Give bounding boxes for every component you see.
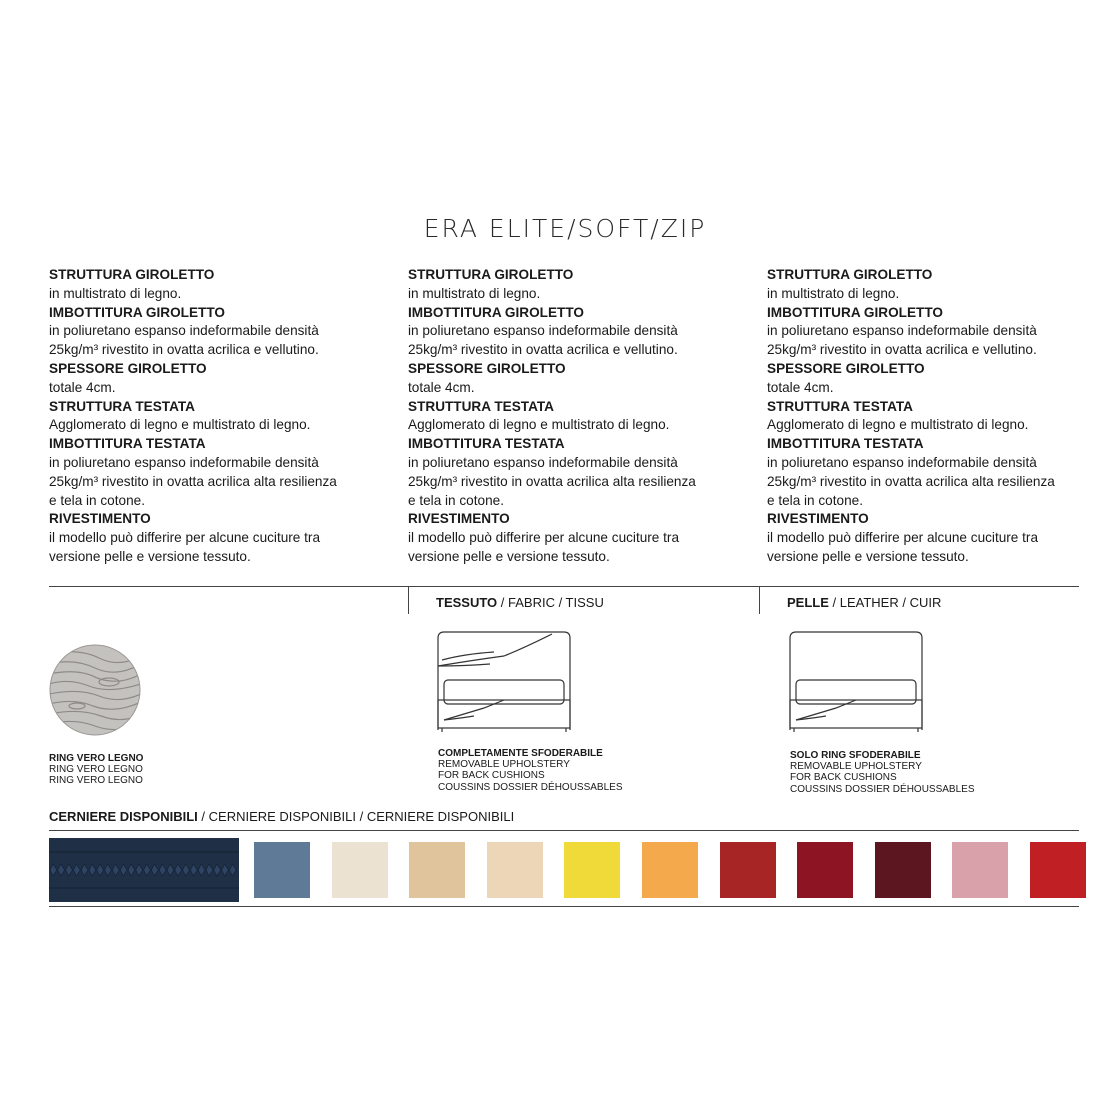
heading: RIVESTIMENTO xyxy=(408,511,510,527)
tessuto-label xyxy=(436,595,604,610)
heading: RIVESTIMENTO xyxy=(767,511,869,527)
ring-note xyxy=(49,753,143,787)
wood-ring-image xyxy=(49,644,141,736)
heading: STRUTTURA TESTATA xyxy=(49,398,195,414)
color-swatch xyxy=(720,842,776,898)
spec-column-1 xyxy=(49,266,389,567)
text: in multistrato di legno. xyxy=(767,285,900,301)
heading: IMBOTTITURA TESTATA xyxy=(408,436,565,452)
heading: SPESSORE GIROLETTO xyxy=(408,360,566,376)
heading: IMBOTTITURA GIROLETTO xyxy=(767,304,943,320)
text: Agglomerato di legno e multistrato di legno. xyxy=(408,417,670,433)
leather-note-l3: FOR BACK CUSHIONS xyxy=(790,772,897,784)
color-swatch xyxy=(875,842,931,898)
pelle-label xyxy=(787,595,941,610)
cerniere-label xyxy=(49,809,514,824)
heading: IMBOTTITURA GIROLETTO xyxy=(408,304,584,320)
text: totale 4cm. xyxy=(49,379,116,395)
zipper-swatch xyxy=(49,838,239,902)
text: totale 4cm. xyxy=(767,379,834,395)
divider-tessuto xyxy=(408,586,409,614)
heading: IMBOTTITURA TESTATA xyxy=(49,436,206,452)
divider-pelle xyxy=(759,586,760,614)
divider-cerniere-bottom xyxy=(49,906,1079,907)
text: 25kg/m³ rivestito in ovatta acrilica alta resilienza xyxy=(408,473,696,489)
pelle-rest: / LEATHER / CUIR xyxy=(828,595,942,610)
text: in multistrato di legno. xyxy=(408,285,541,301)
spec-column-2 xyxy=(408,266,748,567)
text: in poliuretano espanso indeformabile densità xyxy=(49,323,319,339)
fabric-note-l1: COMPLETAMENTE SFODERABILE xyxy=(438,748,603,759)
ring-l2: RING VERO LEGNO xyxy=(49,764,143,776)
text: in poliuretano espanso indeformabile densità xyxy=(408,323,678,339)
heading: IMBOTTITURA TESTATA xyxy=(767,436,924,452)
heading: STRUTTURA GIROLETTO xyxy=(767,267,933,282)
heading: STRUTTURA GIROLETTO xyxy=(408,267,574,282)
text: versione pelle e versione tessuto. xyxy=(767,548,969,564)
leather-note-l2: REMOVABLE UPHOLSTERY xyxy=(790,761,922,773)
heading: RIVESTIMENTO xyxy=(49,511,151,527)
fabric-note-l3: FOR BACK CUSHIONS xyxy=(438,770,545,782)
text: il modello può differire per alcune cuciture tra xyxy=(408,530,680,546)
text: 25kg/m³ rivestito in ovatta acrilica e vellutino. xyxy=(767,342,1037,358)
text: 25kg/m³ rivestito in ovatta acrilica alta resilienza xyxy=(49,473,337,489)
text: versione pelle e versione tessuto. xyxy=(408,548,610,564)
leather-note-l4: COUSSINS DOSSIER DÉHOUSSABLES xyxy=(790,783,975,795)
fabric-note-l4: COUSSINS DOSSIER DÉHOUSSABLES xyxy=(438,781,623,793)
heading: IMBOTTITURA GIROLETTO xyxy=(49,304,225,320)
color-swatch xyxy=(332,842,388,898)
pelle-bold: PELLE xyxy=(787,595,829,610)
text: Agglomerato di legno e multistrato di legno. xyxy=(767,417,1029,433)
leather-note xyxy=(790,750,975,795)
leather-bed-icon xyxy=(786,630,926,734)
text: il modello può differire per alcune cuciture tra xyxy=(49,530,321,546)
fabric-note xyxy=(438,748,623,793)
ring-l3: RING VERO LEGNO xyxy=(49,775,143,787)
text: e tela in cotone. xyxy=(49,492,145,508)
heading: STRUTTURA GIROLETTO xyxy=(49,267,215,282)
color-swatch xyxy=(1030,842,1086,898)
color-swatch xyxy=(254,842,310,898)
color-swatch xyxy=(797,842,853,898)
text: versione pelle e versione tessuto. xyxy=(49,548,251,564)
text: Agglomerato di legno e multistrato di legno. xyxy=(49,417,311,433)
text: totale 4cm. xyxy=(408,379,475,395)
cerniere-rest: / CERNIERE DISPONIBILI / CERNIERE DISPONIBILI xyxy=(197,809,515,824)
color-swatch xyxy=(952,842,1008,898)
text: in poliuretano espanso indeformabile densità xyxy=(767,454,1037,470)
text: in poliuretano espanso indeformabile densità xyxy=(767,323,1037,339)
text: e tela in cotone. xyxy=(408,492,504,508)
spec-column-3 xyxy=(767,266,1107,567)
tessuto-rest: / FABRIC / TISSU xyxy=(497,595,604,610)
color-swatch xyxy=(487,842,543,898)
text: in multistrato di legno. xyxy=(49,285,182,301)
divider-top xyxy=(49,586,1079,587)
color-swatch xyxy=(564,842,620,898)
text: 25kg/m³ rivestito in ovatta acrilica e vellutino. xyxy=(49,342,319,358)
text: e tela in cotone. xyxy=(767,492,863,508)
cerniere-bold: CERNIERE DISPONIBILI xyxy=(49,809,198,824)
fabric-note-l2: REMOVABLE UPHOLSTERY xyxy=(438,759,570,771)
leather-note-l1: SOLO RING SFODERABILE xyxy=(790,750,921,761)
text: 25kg/m³ rivestito in ovatta acrilica alta resilienza xyxy=(767,473,1055,489)
page-title: ERA ELITE/SOFT/ZIP xyxy=(423,214,707,243)
text: il modello può differire per alcune cuciture tra xyxy=(767,530,1039,546)
ring-l1: RING VERO LEGNO xyxy=(49,753,144,764)
text: 25kg/m³ rivestito in ovatta acrilica e vellutino. xyxy=(408,342,678,358)
heading: STRUTTURA TESTATA xyxy=(767,398,913,414)
color-swatch xyxy=(642,842,698,898)
heading: SPESSORE GIROLETTO xyxy=(49,360,207,376)
fabric-bed-icon xyxy=(434,630,574,734)
color-swatch xyxy=(409,842,465,898)
text: in poliuretano espanso indeformabile densità xyxy=(49,454,319,470)
text: in poliuretano espanso indeformabile densità xyxy=(408,454,678,470)
heading: STRUTTURA TESTATA xyxy=(408,398,554,414)
heading: SPESSORE GIROLETTO xyxy=(767,360,925,376)
divider-cerniere-top xyxy=(49,830,1079,831)
tessuto-bold: TESSUTO xyxy=(436,595,498,610)
